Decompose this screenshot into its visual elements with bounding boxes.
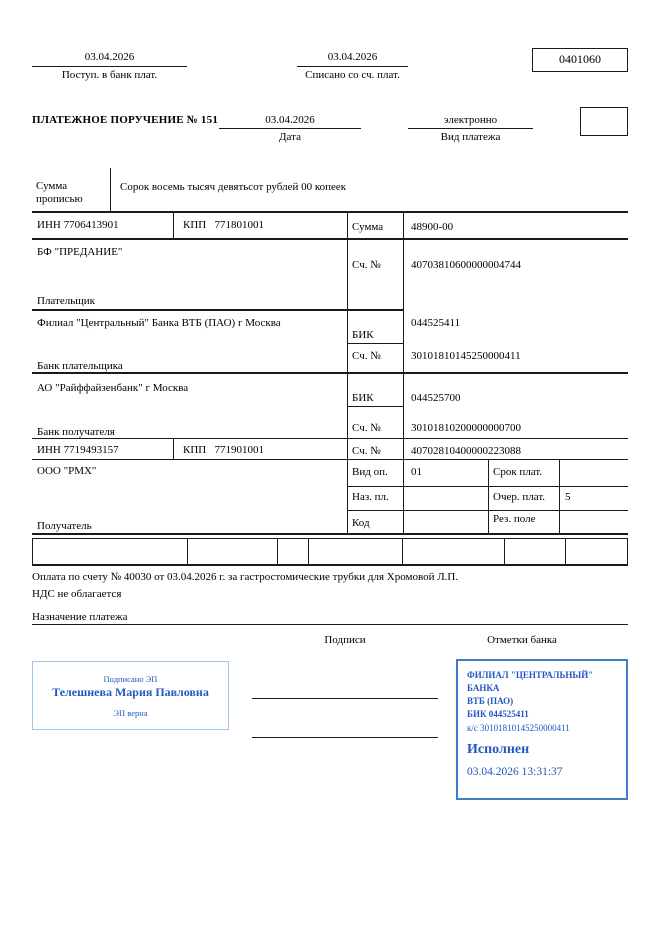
payer-label: Плательщик (37, 295, 95, 307)
payee-bank-bottom-line (32, 438, 628, 439)
payment-order-title: ПЛАТЕЖНОЕ ПОРУЧЕНИЕ № 151 (32, 114, 219, 126)
fields-row-divider-2 (277, 538, 278, 564)
payment-term-label: Срок плат. (493, 466, 543, 478)
payee-inn: ИНН 7719493157 (37, 444, 119, 456)
bank-stamp-line4: к/с 30101810145250000411 (467, 723, 570, 733)
form-code: 0401060 (559, 52, 601, 66)
fields-row-divider-6 (565, 538, 566, 564)
bank-stamp-line3: БИК 044525411 (467, 709, 529, 719)
form-code-box (532, 48, 628, 72)
payer-bottom-line (32, 309, 404, 311)
payer-bank-bik-label: БИК (352, 329, 374, 341)
payer-account: 40703810600000004744 (411, 259, 521, 271)
operation-type-value: 01 (411, 466, 422, 478)
payee-bottom-line (32, 533, 628, 535)
order-date-value: 03.04.2026 (265, 114, 315, 126)
inn-kpp-divider (173, 213, 174, 239)
op-row2-bottom-line (347, 510, 628, 511)
bank-stamp (456, 659, 628, 800)
fields-row-divider-5 (504, 538, 505, 564)
payee-bank-name: АО "Райффайзенбанк" г Москва (37, 382, 189, 394)
debited-date: 03.04.2026 (327, 51, 378, 63)
priority-label: Очер. плат. (493, 491, 546, 503)
payee-label: Получатель (37, 520, 92, 532)
payee-account: 40702810400000223088 (411, 445, 521, 457)
payee-inn-kpp-divider (173, 439, 174, 460)
bank-stamp-datetime: 03.04.2026 13:31:37 (467, 766, 563, 778)
payee-bank-account-label: Сч. № (352, 422, 381, 434)
status-code-box (580, 107, 628, 136)
bank-marks-label: Отметки банка (487, 634, 557, 646)
code-label: Код (352, 517, 370, 529)
payer-account-label: Сч. № (352, 259, 381, 271)
fields-row-bottom-line (32, 564, 628, 566)
inn-row-bottom-line (32, 238, 628, 240)
payer-bank-bik-underline (347, 343, 403, 344)
bank-stamp-status: Исполнен (467, 742, 530, 757)
payer-bank-bik: 044525411 (411, 317, 461, 329)
signature-line-1 (252, 698, 438, 699)
payer-inn: ИНН 7706413901 (37, 219, 119, 231)
payer-bank-bottom-line (32, 372, 628, 374)
signatures-label: Подписи (324, 634, 366, 646)
purpose-line2: НДС не облагается (32, 588, 122, 600)
received-in-bank-date: 03.04.2026 (84, 51, 135, 63)
sum-label: Сумма (352, 221, 384, 233)
payee-name: ООО "РМХ" (37, 465, 97, 477)
payer-bank-name: Филиал "Центральный" Банка ВТБ (ПАО) г Москва (37, 317, 281, 329)
operation-type-label: Вид оп. (352, 466, 388, 478)
payee-inn-row-bottom-line (32, 459, 628, 460)
amount-words-divider (110, 168, 111, 211)
reserve-field-label: Рез. поле (493, 513, 536, 525)
fields-row-divider-7 (627, 538, 628, 564)
op-row1-bottom-line (347, 486, 628, 487)
amount-words-label-1: Сумма (36, 180, 68, 192)
sum-value: 48900-00 (411, 221, 454, 233)
amount-words-value: Сорок восемь тысяч девятьсот рублей 00 копеек (120, 181, 347, 193)
payer-bank-account: 30101810145250000411 (411, 350, 521, 362)
payment-kind-value: электронно (443, 114, 498, 126)
order-date-label: Дата (279, 131, 301, 143)
payer-bank-label: Банк плательщика (37, 360, 123, 372)
payee-bank-bik-underline (347, 406, 403, 407)
op-fields-vertical-2 (559, 460, 560, 534)
signature-line-2 (252, 737, 438, 738)
order-date-underline (219, 128, 361, 129)
fields-row-divider-3 (308, 538, 309, 564)
payee-account-label: Сч. № (352, 445, 381, 457)
payee-kpp: КПП 771901001 (183, 444, 264, 456)
bank-stamp-line2: ВТБ (ПАО) (467, 696, 514, 706)
fields-row-divider-1 (187, 538, 188, 564)
purpose-underline (32, 624, 628, 625)
fields-row-divider-4 (402, 538, 403, 564)
payment-kind-label: Вид платежа (440, 131, 501, 143)
priority-value: 5 (565, 491, 571, 503)
payment-kind-underline (408, 128, 533, 129)
purpose-label: Назначение платежа (32, 611, 128, 623)
amount-words-label-2: прописью (36, 193, 83, 205)
purpose-line1: Оплата по счету № 40030 от 03.04.2026 г. за гастростомические трубки для Хромовой Л.П. (32, 571, 459, 583)
payee-bank-account: 30101810200000000700 (411, 422, 521, 434)
fields-row-divider-0 (32, 538, 33, 564)
esign-valid-label: ЭП верна (113, 708, 148, 718)
op-fields-vertical-1 (488, 460, 489, 534)
payee-bank-bik-label: БИК (352, 392, 374, 404)
esign-stamp (32, 661, 229, 730)
esign-signed-label: Подписано ЭП (103, 674, 158, 684)
esign-signer-name: Телешнева Мария Павловна (52, 685, 209, 699)
fields-row-top-line (32, 538, 628, 539)
payee-bank-label: Банк получателя (37, 426, 115, 438)
received-underline (32, 66, 187, 67)
bank-stamp-line1: ФИЛИАЛ "ЦЕНТРАЛЬНЫЙ" БАНКА (467, 670, 594, 693)
amount-words-bottom-line (32, 211, 628, 213)
payer-name: БФ "ПРЕДАНИЕ" (37, 246, 123, 258)
payee-bank-bik: 044525700 (411, 392, 461, 404)
payer-bank-account-label: Сч. № (352, 350, 381, 362)
debited-underline (297, 66, 408, 67)
received-in-bank-label: Поступ. в банк плат. (61, 69, 158, 81)
debited-label: Списано со сч. плат. (305, 69, 400, 81)
payer-kpp: КПП 771801001 (183, 219, 264, 231)
payment-assignment-label: Наз. пл. (352, 491, 389, 503)
